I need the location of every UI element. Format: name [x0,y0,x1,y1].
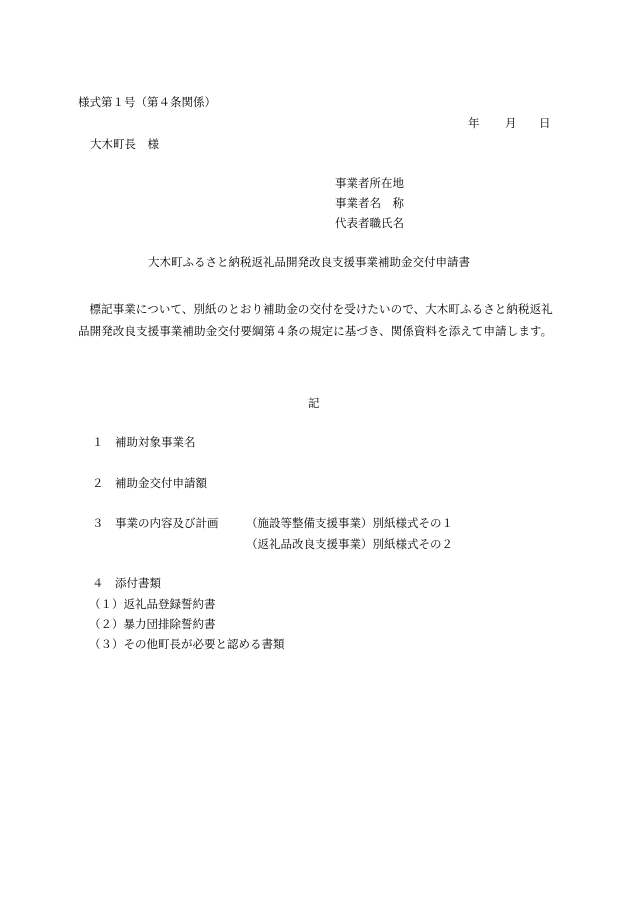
applicant-name-label: 事業者名 称 [335,196,404,210]
item-1-label: 補助対象事業名 [115,435,196,449]
item-2-number: ２ [92,476,104,490]
item-4-number: ４ [92,576,104,590]
applicant-address-label: 事業者所在地 [335,176,404,190]
attachment-item-3: （３）その他町長が必要と認める書類 [89,637,285,651]
item-3-detail-product: （返礼品改良支援事業）別紙様式その２ [246,537,453,551]
attachment-item-2: （２）暴力団排除誓約書 [89,617,216,631]
applicant-representative-label: 代表者職氏名 [335,216,404,230]
date-day-label: 日 [539,116,551,130]
item-4-label: 添付書類 [115,576,161,590]
addressee: 大木町長 様 [90,137,159,151]
date-month-label: 月 [505,116,517,130]
item-2-label: 補助金交付申請額 [115,476,207,490]
item-1-number: １ [92,435,104,449]
form-number: 様式第１号（第４条関係） [78,95,216,109]
item-3-label: 事業の内容及び計画 [115,516,219,530]
application-body-text: 標記事業について、別紙のとおり補助金の交付を受けたいので、大木町ふるさと納税返礼品開発改良支援事業補助金交付要綱第４条の規定に基づき、関係資料を添えて申請します。 [78,302,553,338]
document-title: 大木町ふるさと納税返礼品開発改良支援事業補助金交付申請書 [148,255,470,269]
ki-heading: 記 [308,396,320,410]
date-year-label: 年 [468,116,480,130]
item-3-number: ３ [92,516,104,530]
attachment-item-1: （１）返礼品登録誓約書 [89,597,216,611]
item-3-detail-facility: （施設等整備支援事業）別紙様式その１ [246,516,453,530]
